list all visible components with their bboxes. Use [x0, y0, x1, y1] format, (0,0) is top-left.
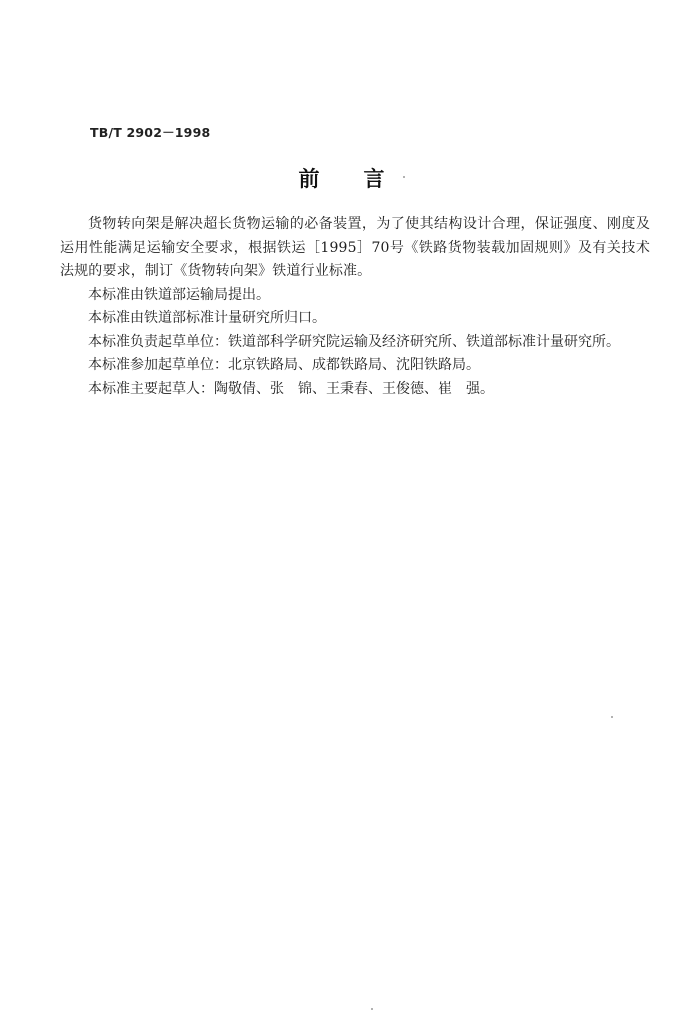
standard-code: TB/T 2902－1998: [90, 125, 211, 140]
scan-speck: [403, 176, 405, 178]
foreword-paragraph-main-drafter: 本标准负责起草单位：铁道部科学研究院运输及经济研究所、铁道部标准计量研究所。: [88, 333, 620, 350]
scan-speck: [611, 716, 613, 718]
title-char-2: 言: [363, 167, 385, 191]
foreword-paragraph-purpose: 货物转向架是解决超长货物运输的必备装置，为了使其结构设计合理，保证强度、刚度及运用性能满足运输安全要求，根据铁运［1995］70号《铁路货物装载加固规则》及有关技术法规的要求，制订《货物转向架》铁道行业标准。: [60, 216, 650, 279]
foreword-paragraph-drafters: 本标准主要起草人：陶敬倩、张 锦、王秉春、王俊德、崔 强。: [88, 380, 494, 397]
scan-speck: [371, 1008, 373, 1010]
title-char-1: 前: [298, 167, 320, 191]
page-title: [0, 163, 683, 193]
foreword-paragraph-administrator: 本标准由铁道部标准计量研究所归口。: [88, 310, 326, 326]
foreword-paragraph-proposer: 本标准由铁道部运输局提出。: [88, 286, 270, 303]
foreword-body: [60, 213, 650, 401]
foreword-paragraph-participating-drafters: 本标准参加起草单位：北京铁路局、成都铁路局、沈阳铁路局。: [88, 357, 480, 373]
